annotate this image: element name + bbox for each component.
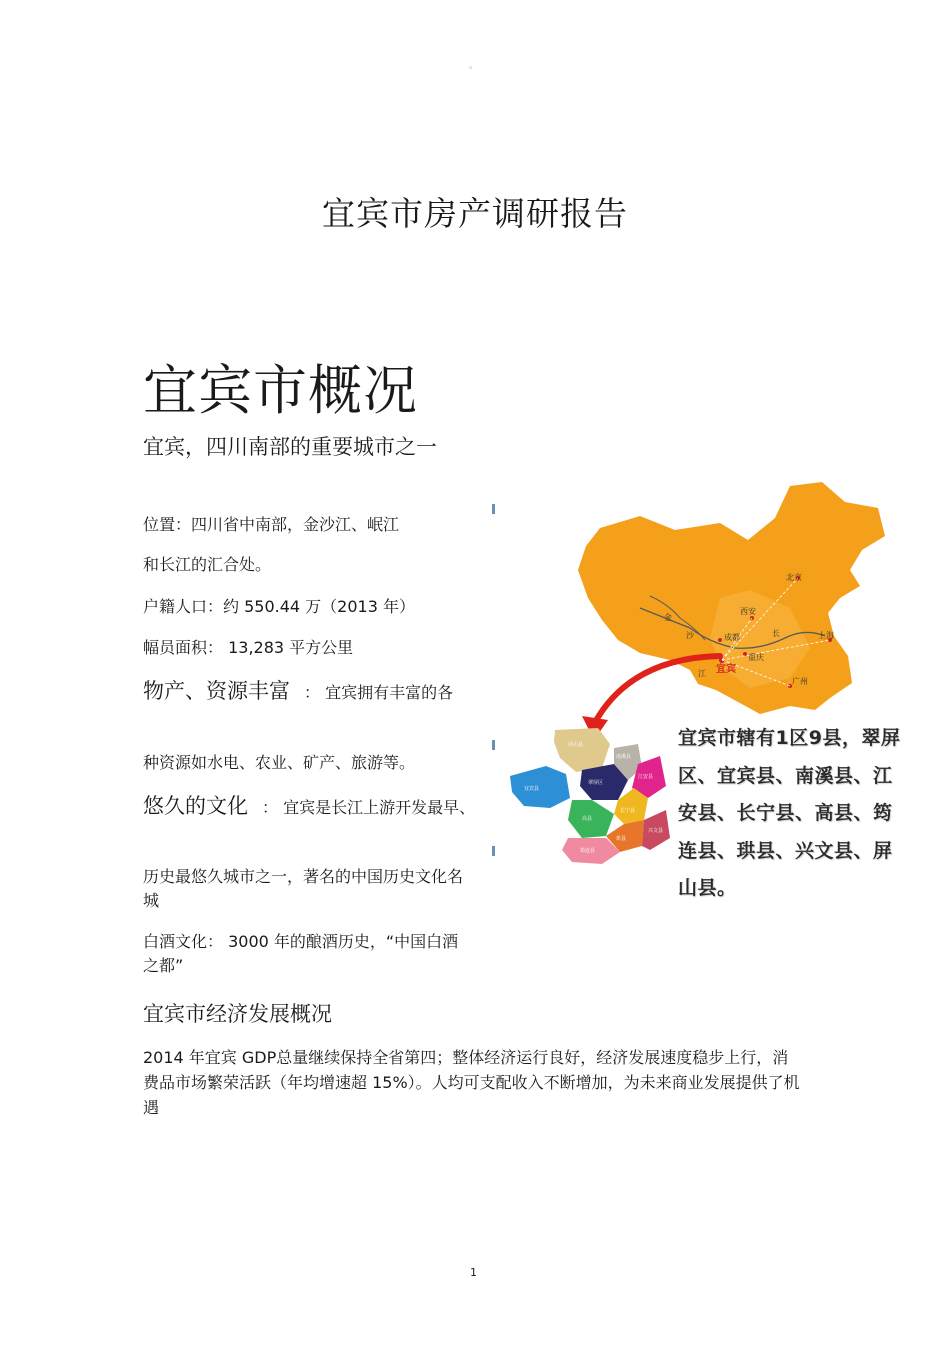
culture-line <box>143 795 475 819</box>
county-label: 南溪县 <box>616 754 632 760</box>
river-label: 长 <box>772 629 780 638</box>
river-label: 沙 <box>686 631 694 640</box>
section-subtitle: 宜宾，四川南部的重要城市之一 <box>143 435 437 459</box>
city-label-shanghai: 上海 <box>818 631 834 640</box>
county-label: 长宁县 <box>620 808 636 814</box>
river-label: 金 <box>664 613 672 622</box>
location-line-2: 和长江的汇合处。 <box>143 555 272 574</box>
resources-text: ： 宜宾拥有丰富的各 <box>304 683 454 702</box>
city-label-chengdu: 成都 <box>724 633 740 642</box>
yibin-county-map <box>510 728 670 864</box>
culture-heading: 悠久的文化 <box>143 794 248 818</box>
resources-line <box>143 680 453 704</box>
resources-heading: 物产、资源丰富 <box>143 679 290 703</box>
location-line-1: 位置：四川省中南部，金沙江、岷江 <box>143 515 400 534</box>
culture-text: ： 宜宾是长江上游开发最早、 <box>262 798 476 817</box>
county-label: 屏山县 <box>568 742 584 748</box>
economy-title: 宜宾市经济发展概况 <box>143 1002 332 1026</box>
liquor-line: 白酒文化： 3000 年的酿酒历史，“中国白酒之都” <box>143 932 459 975</box>
city-label-yibin: 宜宾 <box>716 664 736 675</box>
river-label: 江 <box>698 669 706 678</box>
city-label-beijing: 北京 <box>786 573 802 582</box>
county-label: 兴文县 <box>648 828 664 834</box>
resources-line-2: 种资源如水电、农业、矿产、旅游等。 <box>143 753 416 772</box>
city-label-chongqing: 重庆 <box>748 653 764 662</box>
economy-paragraph: 2014 年宜宾 GDP总量继续保持全省第四；整体经济运行良好，经济发展速度稳步上行，消费品市场繁荣活跃（年均增速超 15%）。人均可支配收入不断增加，为未来商业发展提供了机遇 <box>143 1048 800 1117</box>
area-line: 幅员面积： 13,283 平方公里 <box>143 638 354 657</box>
city-dot-chengdu <box>718 638 722 642</box>
county-label: 珙县 <box>616 836 627 842</box>
county-pingshan <box>554 728 610 772</box>
culture-line-2: 历史最悠久城市之一，著名的中国历史文化名城 <box>143 867 464 910</box>
county-label: 江安县 <box>638 774 654 780</box>
city-label-guangzhou: 广州 <box>792 677 808 686</box>
document-title: 宜宾市房产调研报告 <box>322 194 628 233</box>
section-title: 宜宾市概况 <box>143 359 418 422</box>
header-dot: 。 <box>469 61 479 71</box>
map-caption: 宜宾市辖有1区9县，翠屏区、宜宾县、南溪县、江安县、长宁县、高县、筠连县、珙县、兴文县、屏山县。 <box>678 727 901 899</box>
county-label: 高县 <box>582 816 593 822</box>
county-yibinxian <box>510 766 570 808</box>
county-label: 筠连县 <box>580 848 596 854</box>
city-dot-chongqing <box>743 652 747 656</box>
page-number: 1 <box>470 1266 477 1279</box>
county-label: 宜宾县 <box>524 786 540 792</box>
population-line: 户籍人口：约 550.44 万（2013 年） <box>143 597 415 616</box>
city-label-xian: 西安 <box>740 607 756 616</box>
county-label: 翠屏区 <box>588 780 604 786</box>
